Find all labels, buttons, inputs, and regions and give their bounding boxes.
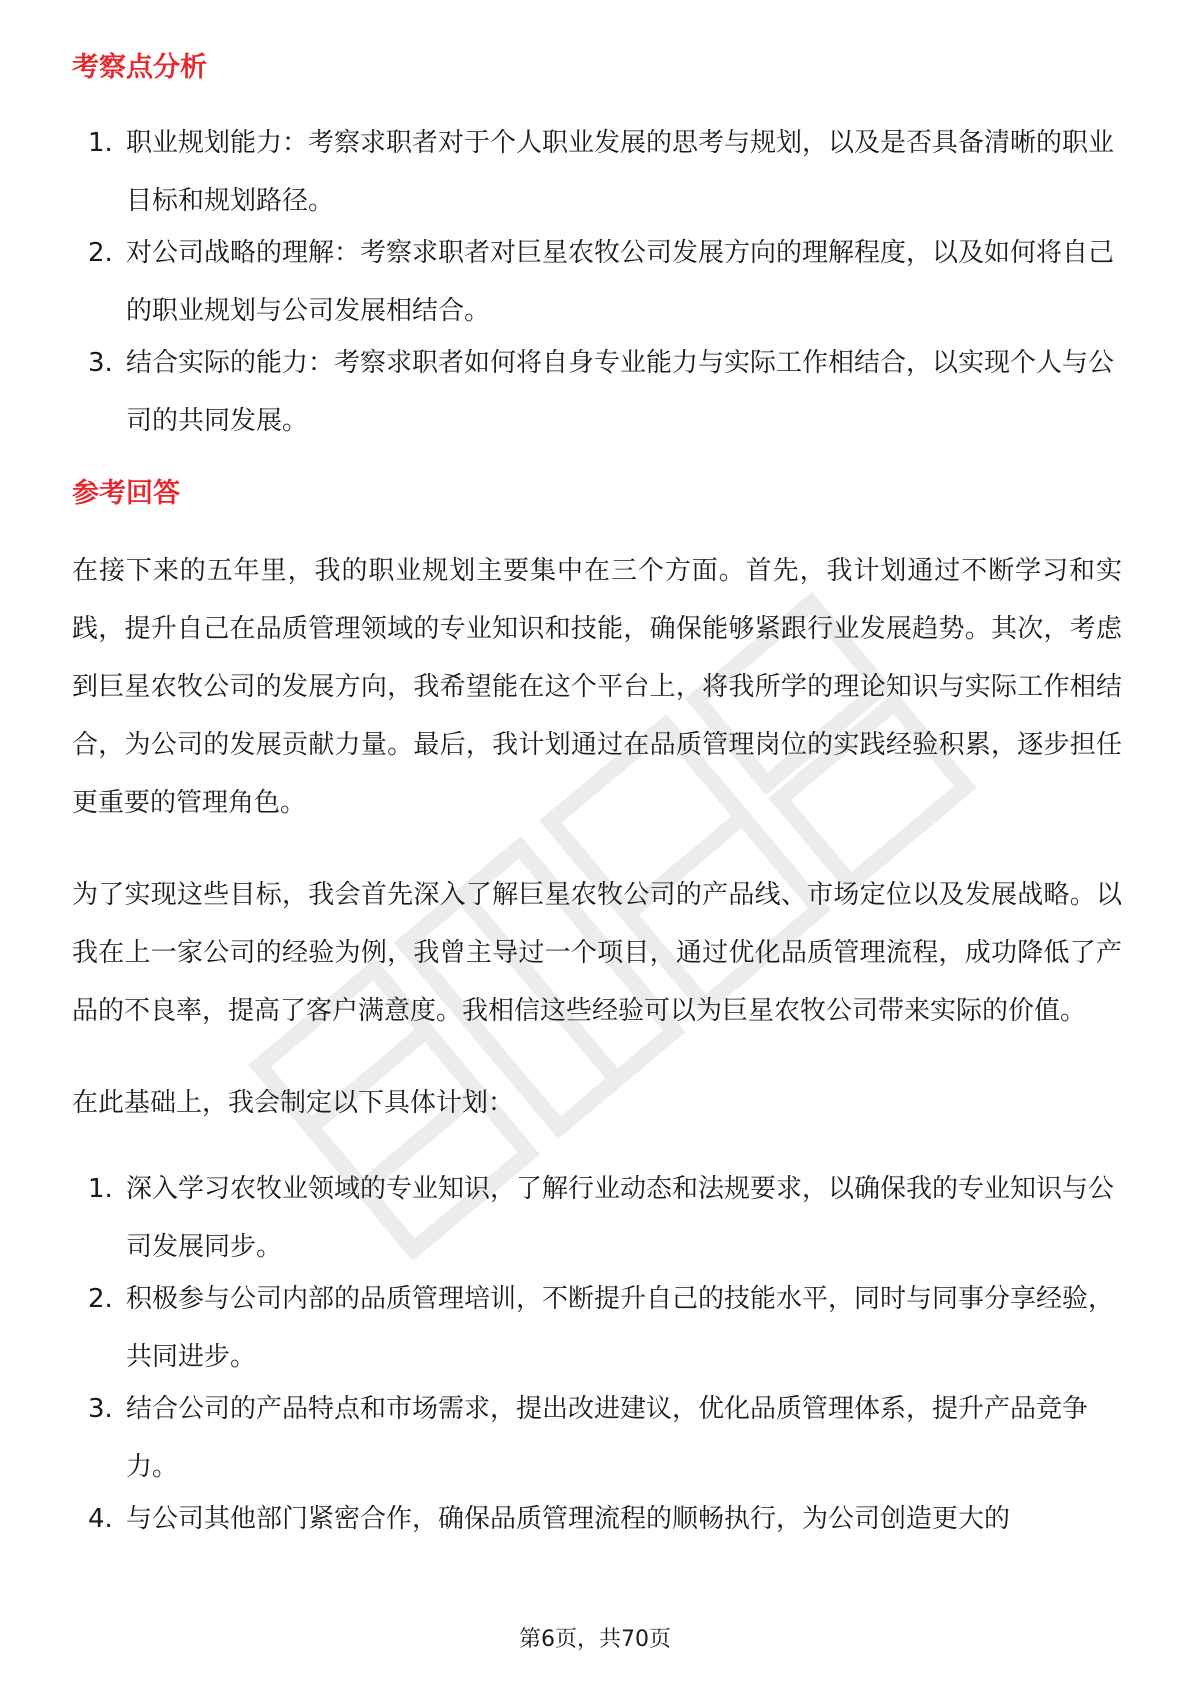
list-item-text: 积极参与公司内部的品质管理培训，不断提升自己的技能水平，同时与同事分享经验，共同进步。	[126, 1284, 1115, 1372]
analysis-section-title: 考察点分析	[72, 52, 207, 83]
list-item	[72, 334, 1122, 450]
list-item-number: 3.	[88, 1394, 113, 1424]
list-item	[72, 1270, 1122, 1386]
list-item-number: 2.	[88, 238, 113, 268]
answer-section-title: 参考回答	[72, 478, 180, 509]
list-item	[72, 1490, 1122, 1548]
list-item-number: 1.	[88, 1174, 113, 1204]
list-item-number: 1.	[88, 128, 113, 158]
list-item-number: 2.	[88, 1284, 113, 1314]
answer-paragraph: 为了实现这些目标，我会首先深入了解巨星农牧公司的产品线、市场定位以及发展战略。以我在上一家公司的经验为例，我曾主导过一个项目，通过优化品质管理流程，成功降低了产品的不良率，提高了客户满意度。我相信这些经验可以为巨星农牧公司带来实际的价值。	[72, 880, 1122, 1026]
list-item	[72, 1160, 1122, 1276]
analysis-list	[72, 114, 1122, 450]
list-item-text: 职业规划能力：考察求职者对于个人职业发展的思考与规划，以及是否具备清晰的职业目标和规划路径。	[126, 128, 1115, 216]
answer-paragraph: 在此基础上，我会制定以下具体计划：	[72, 1088, 515, 1118]
list-item-text: 结合实际的能力：考察求职者如何将自身专业能力与实际工作相结合，以实现个人与公司的共同发展。	[126, 348, 1115, 436]
list-item	[72, 114, 1122, 230]
list-item-text: 结合公司的产品特点和市场需求，提出改进建议，优化品质管理体系，提升产品竞争力。	[126, 1394, 1089, 1482]
answer-paragraph: 在接下来的五年里，我的职业规划主要集中在三个方面。首先，我计划通过不断学习和实践，提升自己在品质管理领域的专业知识和技能，确保能够紧跟行业发展趋势。其次，考虑到巨星农牧公司的发展方向，我希望能在这个平台上，将我所学的理论知识与实际工作相结合，为公司的发展贡献力量。最后，我计划通过在品质管理岗位的实践经验积累，逐步担任更重要的管理角色。	[72, 556, 1122, 818]
list-item-number: 3.	[88, 348, 113, 378]
list-item-text: 与公司其他部门紧密合作，确保品质管理流程的顺畅执行，为公司创造更大的	[126, 1504, 1011, 1534]
list-item-text: 对公司战略的理解：考察求职者对巨星农牧公司发展方向的理解程度，以及如何将自己的职业规划与公司发展相结合。	[126, 238, 1115, 326]
list-item-text: 深入学习农牧业领域的专业知识，了解行业动态和法规要求，以确保我的专业知识与公司发展同步。	[126, 1174, 1115, 1262]
document-content	[72, 48, 1122, 1548]
list-item	[72, 224, 1122, 340]
page-number: 第6页，共70页	[519, 1627, 671, 1652]
list-item-number: 4.	[88, 1504, 113, 1534]
list-item	[72, 1380, 1122, 1496]
plan-list	[72, 1160, 1122, 1548]
